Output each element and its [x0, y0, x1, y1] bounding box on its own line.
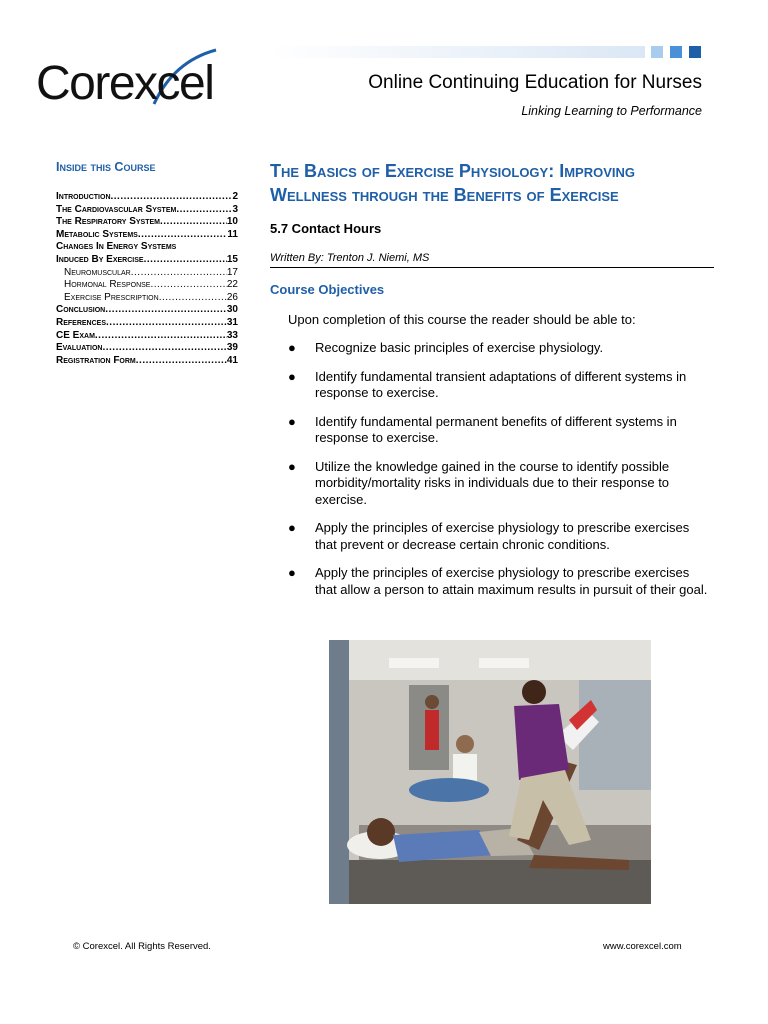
toc-item[interactable]	[56, 279, 238, 292]
bullet-icon: ●	[288, 340, 296, 355]
toc-item[interactable]	[56, 267, 238, 280]
header-tagline: Linking Learning to Performance	[521, 104, 702, 118]
toc-item-page: 10	[226, 216, 238, 228]
header-gradient-bar	[270, 46, 645, 58]
toc-item-label: Metabolic Systems	[56, 228, 138, 240]
toc-item-page: 17	[226, 266, 238, 278]
toc-item[interactable]	[56, 216, 238, 229]
photo-illustration	[329, 640, 651, 904]
bullet-icon: ●	[288, 565, 296, 580]
toc-item-label: Evaluation	[56, 342, 103, 354]
toc-item-page: 2	[232, 191, 238, 202]
objective-text: Recognize basic principles of exercise physiology.	[315, 340, 604, 355]
toc-item[interactable]	[56, 330, 238, 343]
corexcel-logo	[36, 48, 236, 112]
objective-text: Apply the principles of exercise physiology to prescribe exercises that prevent or decrease certain chronic conditions.	[315, 520, 690, 552]
bullet-icon: ●	[288, 413, 296, 429]
toc-item-label: CE Exam	[56, 329, 95, 341]
objectives-intro: Upon completion of this course the reader should be able to:	[288, 312, 636, 327]
toc-item-label: Conclusion	[56, 304, 106, 316]
toc-leader-dots	[105, 304, 227, 317]
toc-item-page: 11	[227, 228, 238, 240]
contact-hours: 5.7 Contact Hours	[270, 221, 382, 236]
author-line: Written By: Trenton J. Niemi, MS	[270, 252, 430, 264]
toc-item-page: 30	[226, 304, 238, 316]
objective-item	[288, 459, 708, 509]
header-square-mid	[670, 46, 682, 58]
toc-item[interactable]	[56, 304, 238, 317]
objective-item	[288, 340, 708, 357]
toc-item-page: 41	[226, 354, 238, 366]
toc-item-page: 26	[226, 291, 238, 303]
toc-leader-dots	[111, 191, 233, 204]
sidebar-heading: Inside this Course	[56, 160, 156, 174]
toc-leader-dots	[176, 241, 238, 254]
course-title-line-2: Wellness through the Benefits of Exercise	[270, 185, 619, 205]
toc-leader-dots	[159, 292, 227, 305]
toc-item-page: 39	[226, 342, 238, 354]
toc-item[interactable]	[56, 292, 238, 305]
toc-item-page: 22	[226, 279, 238, 291]
objective-text: Utilize the knowledge gained in the course to identify possible morbidity/mortality risks in individuals due to their response to exercise.	[315, 458, 670, 507]
toc-item-label: Introduction	[56, 191, 111, 202]
toc-item-page: 3	[232, 203, 238, 215]
toc-item-label: The Cardiovascular System	[56, 203, 177, 215]
toc-item-label: Hormonal Response	[64, 279, 151, 291]
physical-therapy-photo	[329, 640, 651, 904]
copyright: © Corexcel. All Rights Reserved.	[73, 941, 211, 952]
toc-item-label: Exercise Prescription	[64, 291, 159, 303]
bullet-icon: ●	[288, 368, 296, 384]
toc-item[interactable]	[56, 254, 238, 267]
toc-item-label: Induced By Exercise	[56, 253, 144, 265]
objectives-heading: Course Objectives	[270, 282, 385, 297]
objective-text: Identify fundamental transient adaptations of different systems in response to exercise.	[315, 368, 687, 400]
toc-item-label: Neuromuscular	[64, 266, 131, 278]
objective-item	[288, 565, 708, 598]
header-square-dark	[689, 46, 701, 58]
toc-item[interactable]	[56, 342, 238, 355]
toc-item-page: 33	[226, 329, 238, 341]
bullet-icon: ●	[288, 458, 296, 474]
toc-leader-dots	[136, 355, 227, 368]
header-title: Online Continuing Education for Nurses	[368, 72, 702, 93]
objective-item	[288, 520, 708, 553]
toc-item-page: 15	[226, 253, 238, 265]
toc-item-label: References	[56, 316, 107, 328]
toc-item[interactable]	[56, 241, 238, 254]
toc-leader-dots	[176, 204, 232, 217]
toc-leader-dots	[160, 216, 227, 229]
toc-leader-dots	[150, 279, 226, 292]
objective-item	[288, 369, 708, 402]
toc-item-label: The Respiratory System	[56, 216, 160, 228]
logo-text: Corexcel	[36, 57, 214, 110]
toc-leader-dots	[138, 229, 228, 242]
toc-leader-dots	[102, 342, 226, 355]
objective-text: Apply the principles of exercise physiology to prescribe exercises that allow a person to attain maximum results in pursuit of their goal.	[315, 565, 708, 597]
divider	[270, 267, 714, 268]
header-square-light	[651, 46, 663, 58]
toc-item[interactable]	[56, 229, 238, 242]
toc-item-page: 31	[226, 316, 238, 328]
toc-leader-dots	[131, 267, 227, 280]
toc-leader-dots	[106, 317, 227, 330]
toc-leader-dots	[95, 330, 227, 343]
toc-item-label: Registration Form	[56, 354, 136, 366]
objectives-list	[288, 340, 708, 610]
table-of-contents	[56, 191, 238, 367]
course-title-line-1: The Basics of Exercise Physiology: Improving	[270, 161, 635, 181]
objective-item	[288, 414, 708, 447]
toc-item[interactable]	[56, 191, 238, 204]
toc-leader-dots	[144, 254, 227, 267]
bullet-icon: ●	[288, 520, 296, 535]
course-title	[270, 159, 720, 207]
website-url[interactable]: www.corexcel.com	[603, 941, 682, 952]
objective-text: Identify fundamental permanent benefits of different systems in response to exercise.	[315, 413, 677, 445]
toc-item[interactable]	[56, 204, 238, 217]
toc-item[interactable]	[56, 317, 238, 330]
toc-item-label: Changes In Energy Systems	[56, 241, 177, 253]
toc-item[interactable]	[56, 355, 238, 368]
